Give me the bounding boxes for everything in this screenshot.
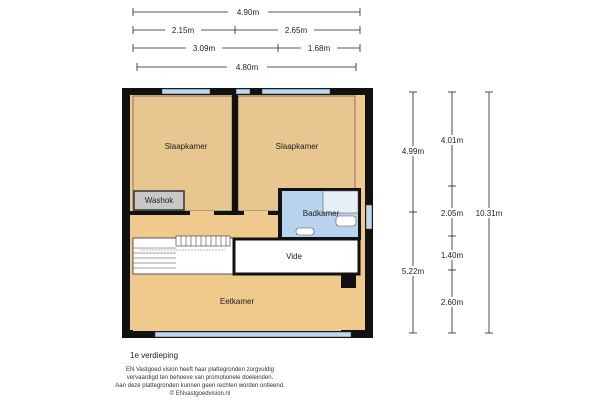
dim-lower-depth: 5.22m — [401, 267, 425, 276]
bedroom-right-label: Slaapkamer — [275, 142, 319, 151]
top-dimensions — [133, 8, 360, 71]
dim-right-part: 2.65m — [284, 26, 308, 35]
bathroom-label: Badkamer — [302, 209, 340, 218]
room-laundry — [134, 191, 184, 210]
laundry-label: Washok — [144, 196, 174, 205]
dim-seg-1: 4.01m — [440, 136, 464, 145]
dim-seg-4: 2.60m — [440, 298, 464, 307]
top-dimension-labels — [165, 7, 337, 72]
dim-right-part-2: 1.68m — [307, 44, 331, 53]
disclaimer-line-2: vervaardigd ten behoeve van promotionele doeleinden. — [126, 375, 274, 381]
floor-label: 1e verdieping — [130, 351, 179, 360]
dim-left-part-2: 3.09m — [192, 44, 216, 53]
dim-left-part: 2.15m — [171, 26, 195, 35]
room-dining — [133, 274, 356, 331]
room-void — [234, 239, 359, 274]
bedroom-left-label: Slaapkamer — [164, 142, 208, 151]
room-bathroom — [278, 188, 361, 240]
dim-total-width: 4.90m — [236, 8, 260, 17]
dim-total-depth: 10.31m — [475, 209, 503, 218]
disclaimer-line-1: EN Vastgoed vision heeft haar plattegronden zorgvuldig — [126, 367, 274, 373]
dim-upper-depth: 4.99m — [401, 147, 425, 156]
dim-seg-2: 2.05m — [440, 209, 464, 218]
dim-inner-width: 4.80m — [235, 63, 259, 72]
dim-seg-3: 1.40m — [440, 251, 464, 260]
dining-label: Eetkamer — [219, 297, 255, 306]
staircase — [133, 236, 233, 274]
void-label: Vide — [286, 252, 302, 261]
disclaimer — [100, 366, 300, 398]
disclaimer-line-4: © ENvastgoedvision.nl — [169, 391, 231, 397]
disclaimer-line-3: Aan deze plattegronden kunnen geen rechten worden ontleend. — [115, 383, 285, 389]
